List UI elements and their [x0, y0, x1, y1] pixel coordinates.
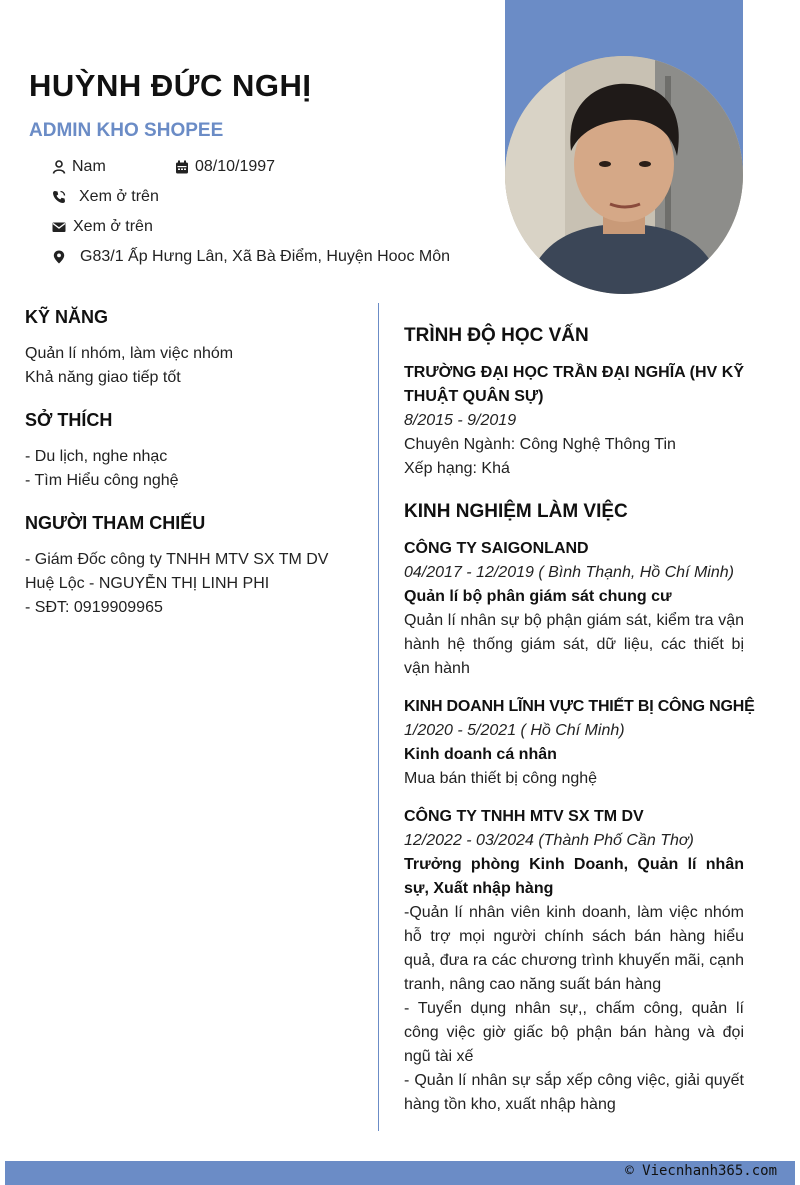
candidate-role: ADMIN KHO SHOPEE	[29, 120, 224, 141]
job-position: Quản lí bộ phân giám sát chung cư	[404, 588, 672, 605]
gender-info	[52, 158, 106, 176]
address-value: G83/1 Ấp Hưng Lân, Xã Bà Điểm, Huyện Hooc Môn	[80, 248, 451, 265]
skills-section	[25, 307, 360, 390]
hobby-item: - Du lịch, nghe nhạc	[25, 448, 168, 465]
email-value: Xem ở trên	[73, 218, 153, 235]
hobbies-title: SỞ THÍCH	[25, 410, 113, 430]
education-period: 8/2015 - 9/2019	[404, 412, 517, 429]
location-icon	[52, 250, 66, 264]
school-name: TRƯỜNG ĐẠI HỌC TRẦN ĐẠI NGHĨA (HV KỸ THUẬT QUÂN SỰ)	[404, 364, 744, 405]
email-icon	[52, 220, 66, 234]
footer-credit: © Viecnhanh365.com	[625, 1163, 777, 1179]
phone-icon	[52, 190, 66, 204]
birthdate-value: 08/10/1997	[195, 158, 276, 175]
left-column	[25, 305, 360, 640]
job-company: CÔNG TY SAIGONLAND	[404, 540, 589, 557]
phone-info	[52, 188, 159, 206]
education-rank: Xếp hạng: Khá	[404, 460, 510, 477]
job-position: Kinh doanh cá nhân	[404, 746, 557, 763]
job-entry	[404, 695, 755, 791]
person-icon	[52, 160, 66, 174]
job-company: CÔNG TY TNHH MTV SX TM DV	[404, 808, 644, 825]
hobby-item: - Tìm Hiểu công nghệ	[25, 472, 179, 489]
right-column	[404, 325, 755, 1131]
profile-photo	[505, 56, 743, 294]
footer-bar	[5, 1161, 795, 1185]
job-description: Quản lí nhân sự bộ phận giám sát, kiểm tra vận hành hệ thống giám sát, dữ liệu, các thiết bị vận hành	[404, 612, 744, 677]
references-section	[25, 513, 360, 620]
skills-title: KỸ NĂNG	[25, 307, 109, 327]
job-description: - Quản lí nhân sự sắp xếp công việc, giải quyết hàng tồn kho, xuất nhập hàng	[404, 1072, 744, 1113]
gender-value: Nam	[72, 158, 106, 175]
job-description: -Quản lí nhân viên kinh doanh, làm việc nhóm hỗ trợ mọi người chính sách bán hàng hiểu quả, đưa ra các chương trình khuyến mãi, cạnh tranh, nâng cao năng suất bán hàng	[404, 904, 744, 993]
birthdate-info	[175, 158, 275, 176]
skill-item: Khả năng giao tiếp tốt	[25, 369, 181, 386]
phone-value: Xem ở trên	[79, 188, 159, 205]
education-major: Chuyên Ngành: Công Nghệ Thông Tin	[404, 436, 676, 453]
education-title: TRÌNH ĐỘ HỌC VẤN	[404, 325, 589, 346]
job-entry	[404, 537, 744, 681]
job-period: 04/2017 - 12/2019 ( Bình Thạnh, Hồ Chí Minh)	[404, 564, 734, 581]
experience-section	[404, 501, 755, 1117]
job-company: KINH DOANH LĨNH VỰC THIẾT BỊ CÔNG NGHỆ	[404, 698, 755, 715]
job-entry	[404, 805, 744, 1117]
job-position: Trưởng phòng Kinh Doanh, Quản lí nhân sự, Xuất nhập hàng	[404, 856, 744, 897]
calendar-icon	[175, 160, 189, 174]
job-description: Mua bán thiết bị công nghệ	[404, 770, 598, 787]
email-info	[52, 218, 153, 236]
skill-item: Quản lí nhóm, làm việc nhóm	[25, 345, 234, 362]
job-period: 1/2020 - 5/2021 ( Hồ Chí Minh)	[404, 722, 625, 739]
column-divider	[378, 303, 379, 1131]
reference-line: - SĐT: 0919909965	[25, 599, 163, 616]
reference-line: - Giám Đốc công ty TNHH MTV SX TM DV Huệ Lộc - NGUYỄN THỊ LINH PHI	[25, 551, 329, 592]
profile-photo-image	[505, 56, 743, 294]
education-section	[404, 325, 744, 481]
job-description: - Tuyển dụng nhân sự,, chấm công, quản lí công việc giờ giấc bộ phận bán hàng và đọi ngũ tài xế	[404, 1000, 744, 1065]
address-info	[52, 248, 450, 266]
candidate-name: HUỲNH ĐỨC NGHỊ	[29, 68, 312, 103]
experience-title: KINH NGHIỆM LÀM VIỆC	[404, 501, 628, 522]
hobbies-section	[25, 410, 360, 493]
references-title: NGƯỜI THAM CHIẾU	[25, 513, 206, 533]
job-period: 12/2022 - 03/2024 (Thành Phố Cần Thơ)	[404, 832, 694, 849]
